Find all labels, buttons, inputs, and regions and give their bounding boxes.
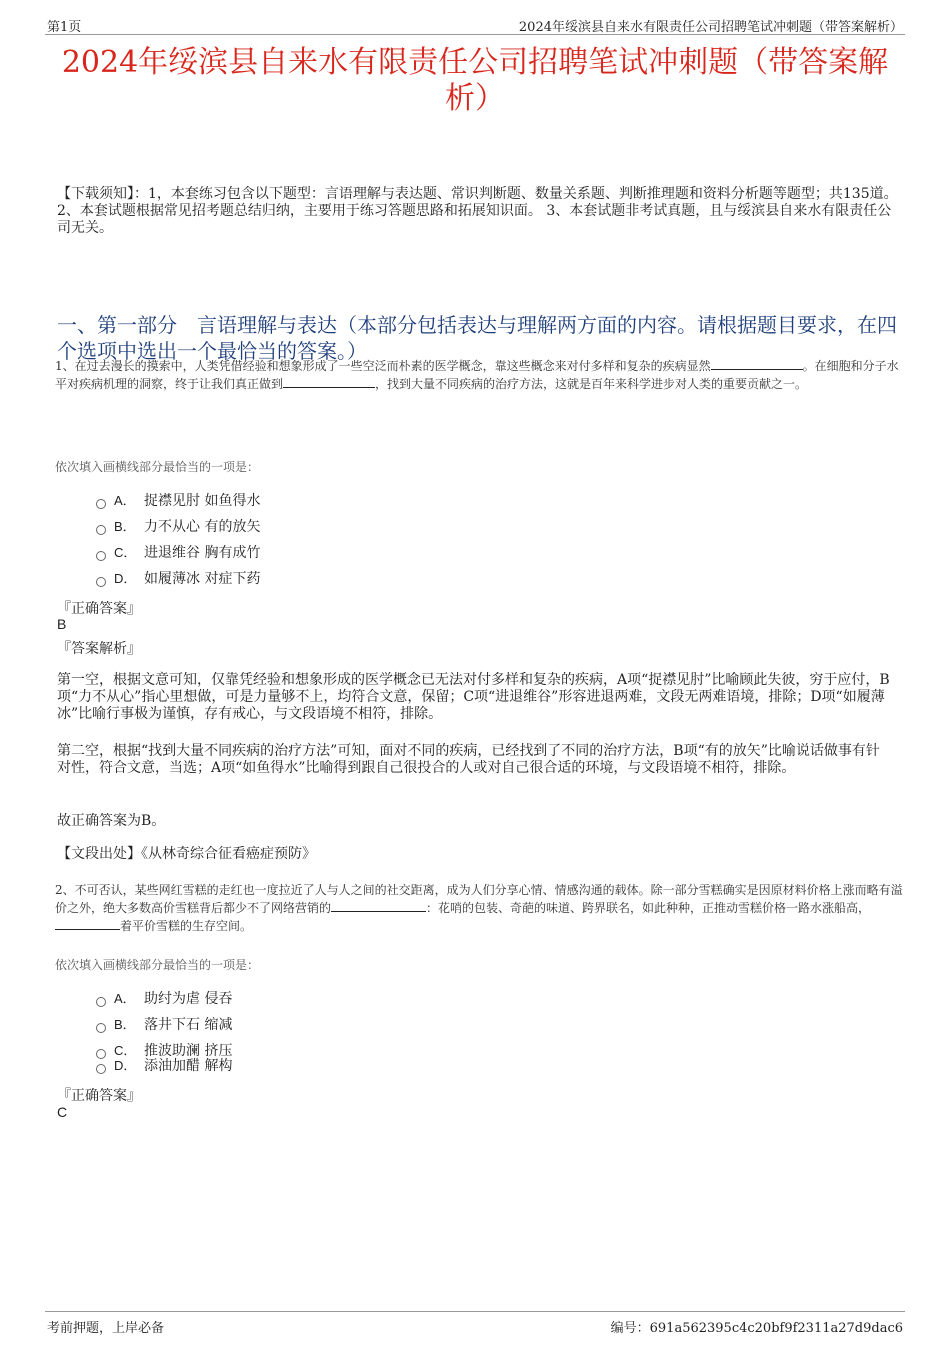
- answer-value: C: [57, 1104, 68, 1120]
- question-2-option-b[interactable]: B． 落井下石 缩减: [96, 1016, 232, 1034]
- fill-blank: [331, 899, 426, 912]
- footer-serial: 编号：691a562395c4c20bf9f2311a27d9dac6: [610, 1321, 903, 1336]
- question-2-option-a[interactable]: A． 助纣为虐 侵吞: [96, 990, 232, 1008]
- question-1-option-a[interactable]: A． 捉襟见肘 如鱼得水: [96, 492, 260, 510]
- page-footer: [45, 1311, 905, 1334]
- analysis-paragraph-2: 第二空，根据“找到大量不同疾病的治疗方法”可知，面对不同的疾病，已经找到了不同的治疗方法，B项“有的放矢”比喻说话做事有针对性，符合文意，当选；A项“如鱼得水”比喻得到跟自己很投合的人或对自己很合适的环境，与文段语境不相符，排除。: [57, 743, 880, 776]
- radio-icon[interactable]: [96, 499, 106, 509]
- fill-blank: [55, 917, 120, 930]
- header-doc-title: 2024年绥滨县自来水有限责任公司招聘笔试冲刺题（带答案解析）: [518, 20, 903, 35]
- document-title: 2024年绥滨县自来水有限责任公司招聘笔试冲刺题（带答案解析）: [61, 45, 889, 116]
- download-notice: 【下载须知】：1，本套练习包含以下题型：言语理解与表达题、常识判断题、数量关系题、判断推理题和资料分析题等题型；共135道。 2、本套试题根据常见招考题总结归纳，主要用于练习答题思路和拓展知识面。 3、本套试题非考试真题，且与绥滨县自来水有限责任公司无关。: [57, 186, 898, 236]
- fill-blank: [711, 357, 803, 370]
- question-1-option-c[interactable]: C． 进退维谷 胸有成竹: [96, 544, 260, 562]
- radio-icon[interactable]: [96, 551, 106, 561]
- radio-icon[interactable]: [96, 577, 106, 587]
- question-1-option-d[interactable]: D． 如履薄冰 对症下药: [96, 570, 260, 588]
- question-2-option-c[interactable]: C． 推波助澜 挤压: [96, 1042, 232, 1060]
- radio-icon[interactable]: [96, 1064, 106, 1074]
- section-title: 一、第一部分 言语理解与表达（本部分包括表达与理解两方面的内容。请根据题目要求，在四个选项中选出一个最恰当的答案。）: [57, 313, 897, 363]
- answer-label: 『正确答案』: [57, 1088, 141, 1104]
- question-1-part-b: 。在细胞和分子水平对疾病机理的洞察，终于让我们真正做到: [55, 359, 899, 391]
- question-2-part-c: 着平价雪糕的生存空间。: [120, 919, 253, 933]
- question-1-prompt: 依次填入画横线部分最恰当的一项是：: [55, 460, 260, 474]
- question-2-option-d[interactable]: D． 添油加醋 解构: [96, 1057, 232, 1075]
- question-2-text: [55, 882, 905, 935]
- question-1-text: [55, 357, 905, 393]
- answer-label: 『正确答案』: [57, 601, 141, 617]
- page-number: 第1页: [47, 20, 82, 35]
- radio-icon[interactable]: [96, 1023, 106, 1033]
- question-2-part-b: ：花哨的包装、奇葩的味道、跨界联名，如此种种，正推动雪糕价格一路水涨船高，: [426, 901, 871, 915]
- question-2-prompt: 依次填入画横线部分最恰当的一项是：: [55, 958, 260, 972]
- passage-source: 【文段出处】《从林奇综合征看癌症预防》: [57, 846, 316, 862]
- radio-icon[interactable]: [96, 997, 106, 1007]
- analysis-label: 『答案解析』: [57, 641, 141, 657]
- page-header: [45, 14, 905, 35]
- question-2-part-a: 2、不可否认，某些网红雪糕的走红也一度拉近了人与人之间的社交距离，成为人们分享心情、情感沟通的载体。除一部分雪糕确实是因原材料价格上涨而略有溢价之外，绝大多数高价雪糕背后都少不了网络营销的: [55, 883, 903, 915]
- answer-value: B: [57, 616, 67, 632]
- question-1-part-a: 1、在过去漫长的摸索中，人类凭借经验和想象形成了一些空泛而朴素的医学概念，靠这些概念来对付多样和复杂的疾病显然: [55, 359, 711, 373]
- footer-slogan: 考前押题，上岸必备: [47, 1321, 165, 1336]
- question-1-part-c: ，找到大量不同疾病的治疗方法，这就是百年来科学进步对人类的重要贡献之一。: [375, 377, 808, 391]
- radio-icon[interactable]: [96, 525, 106, 535]
- analysis-conclusion: 故正确答案为B。: [57, 813, 166, 829]
- fill-blank: [283, 375, 375, 388]
- question-1-option-b[interactable]: B． 力不从心 有的放矢: [96, 518, 260, 536]
- analysis-paragraph-1: 第一空，根据文意可知，仅靠凭经验和想象形成的医学概念已无法对付多样和复杂的疾病，A项“捉襟见肘”比喻顾此失彼，穷于应付，B项“力不从心”指心里想做，可是力量够不上，均符合文意，保留；C项“进退维谷”形容进退两难，文段无两难语境，排除；D项“如履薄冰”比喻行事极为谨慎，存有戒心，与文段语境不相符，排除。: [57, 672, 890, 722]
